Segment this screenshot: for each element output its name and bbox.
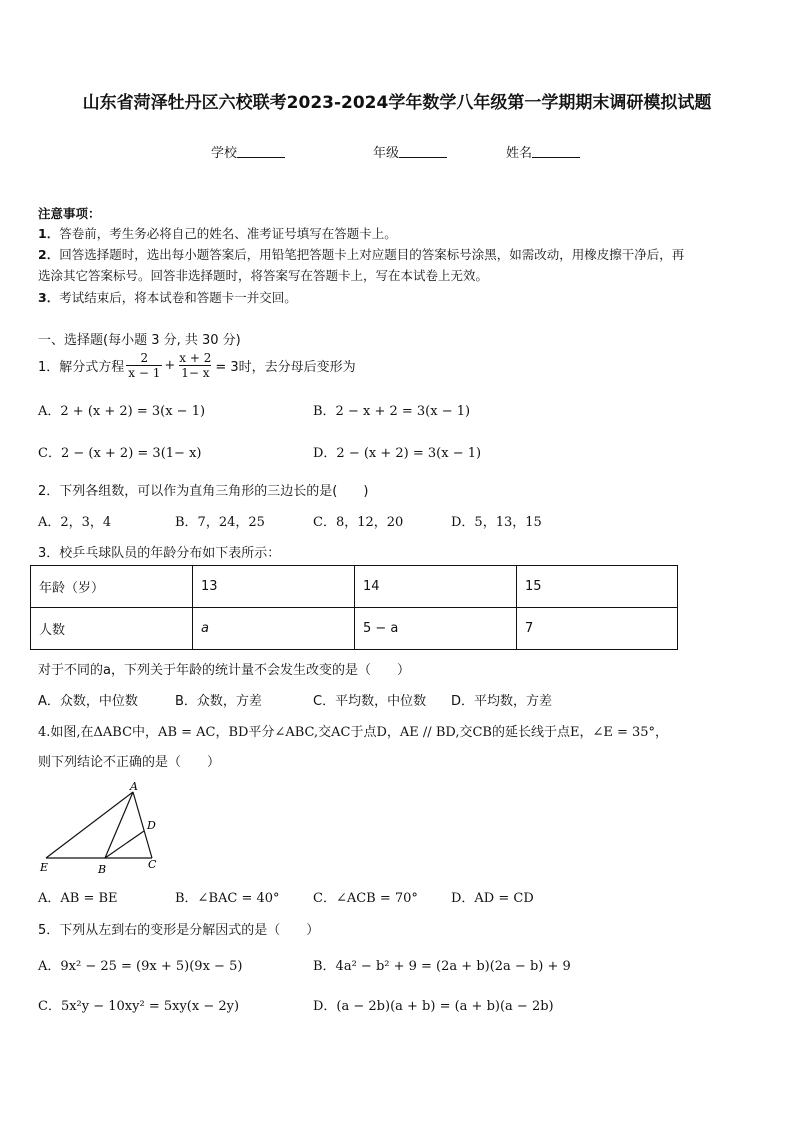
notice-num: 3．	[38, 290, 60, 305]
school-label: 学校	[211, 146, 238, 161]
q2-option-c: C．8，12，20	[313, 515, 404, 530]
q3-option-a: A．众数，中位数	[38, 694, 138, 709]
fraction-denominator: x − 1	[128, 365, 161, 380]
table-cell: a	[193, 608, 355, 650]
fraction-numerator: x + 2	[179, 350, 212, 365]
question-4-stem-cont: 则下列结论不正确的是（ ）	[38, 755, 221, 770]
table-cell: 人数	[31, 608, 193, 650]
notice-num: 1．	[38, 226, 60, 241]
grade-field	[373, 142, 447, 161]
label-c: C	[148, 858, 157, 871]
q1-option-a: A．2 + (x + 2) = 3(x − 1)	[38, 404, 206, 419]
label-e: E	[40, 861, 49, 874]
question-5-stem: 5．下列从左到右的变形是分解因式的是（ ）	[38, 923, 320, 938]
q5-option-d: D．(a − 2b)(a + b) = (a + b)(a − 2b)	[313, 999, 554, 1014]
table-cell: 年龄（岁）	[31, 566, 193, 608]
fraction-numerator: 2	[140, 350, 149, 365]
triangle-figure	[30, 780, 170, 880]
q5-option-c: C．5x²y − 10xy² = 5xy(x − 2y)	[38, 999, 240, 1014]
q5-option-b: B．4a² − b² + 9 = (2a + b)(2a − b) + 9	[313, 959, 571, 974]
q5-option-a: A．9x² − 25 = (9x + 5)(9x − 5)	[38, 959, 243, 974]
name-label: 姓名	[506, 146, 533, 161]
q3-option-c: C．平均数，中位数	[313, 694, 427, 709]
table-cell: 15	[517, 566, 678, 608]
q4-option-a: A．AB = BE	[38, 891, 118, 906]
q4-option-b: B．∠BAC = 40°	[175, 891, 280, 906]
q1-option-b: B．2 − x + 2 = 3(x − 1)	[313, 404, 471, 419]
name-blank	[532, 145, 580, 158]
name-field	[506, 142, 580, 161]
notice-text: 答卷前，考生务必将自己的姓名、准考证号填写在答题卡上。	[59, 226, 397, 241]
q1-prefix: 1．解分式方程	[38, 359, 125, 375]
notice-item-3	[38, 288, 297, 306]
table-row	[31, 566, 678, 608]
question-3-follow: 对于不同的a，下列关于年龄的统计量不会发生改变的是（ ）	[38, 663, 410, 678]
q3-option-b: B．众数，方差	[175, 694, 262, 709]
age-table	[30, 565, 678, 650]
notice-item-2-cont: 选涂其它答案标号。回答非选择题时，将答案写在答题卡上，写在本试卷上无效。	[38, 268, 489, 283]
exam-title: 山东省菏泽牡丹区六校联考2023-2024学年数学八年级第一学期期末调研模拟试题	[82, 93, 712, 113]
table-cell: 5 − a	[355, 608, 517, 650]
fraction-2	[177, 351, 213, 380]
question-3-stem: 3．校乒乓球队员的年龄分布如下表所示：	[38, 546, 281, 561]
plus-sign: +	[164, 357, 176, 373]
notice-item-1	[38, 224, 397, 242]
table-row	[31, 608, 678, 650]
school-blank	[237, 145, 285, 158]
notice-num: 2．	[38, 247, 60, 262]
q1-option-d: D．2 − (x + 2) = 3(x − 1)	[313, 446, 482, 461]
q2-option-d: D．5，13，15	[451, 515, 542, 530]
q2-option-a: A．2，3，4	[38, 515, 112, 530]
question-4-stem: 4.如图,在ΔABC中，AB = AC，BD平分∠ABC,交AC于点D，AE // BD,交CB的延长线于点E，∠E = 35°，	[38, 725, 669, 740]
notice-text: 考试结束后，将本试卷和答题卡一并交回。	[59, 290, 297, 305]
section-heading: 一、选择题(每小题 3 分, 共 30 分)	[38, 333, 241, 348]
q1-option-c: C．2 − (x + 2) = 3(1− x)	[38, 446, 202, 461]
label-b: B	[98, 863, 107, 876]
q2-option-b: B．7，24，25	[175, 515, 265, 530]
fraction-denominator: 1− x	[181, 365, 210, 380]
q4-option-c: C．∠ACB = 70°	[313, 891, 418, 906]
table-cell: 14	[355, 566, 517, 608]
question-1-stem	[38, 347, 356, 383]
notice-text: 回答选择题时，选出每小题答案后，用铅笔把答题卡上对应题目的答案标号涂黑，如需改动，用橡皮擦干净后，再	[59, 247, 685, 262]
label-a: A	[130, 780, 138, 793]
table-cell: 7	[517, 608, 678, 650]
label-d: D	[147, 819, 156, 832]
notice-heading: 注意事项：	[38, 206, 101, 221]
table-cell: 13	[193, 566, 355, 608]
q4-option-d: D．AD = CD	[451, 891, 534, 906]
notice-item-2	[38, 245, 684, 263]
q1-suffix: = 3时，去分母后变形为	[215, 359, 356, 375]
grade-label: 年级	[373, 146, 400, 161]
school-field	[211, 142, 285, 161]
fraction-1	[126, 351, 162, 380]
question-2-stem: 2．下列各组数，可以作为直角三角形的三边长的是( )	[38, 484, 369, 499]
grade-blank	[399, 145, 447, 158]
q3-option-d: D．平均数，方差	[451, 694, 553, 709]
